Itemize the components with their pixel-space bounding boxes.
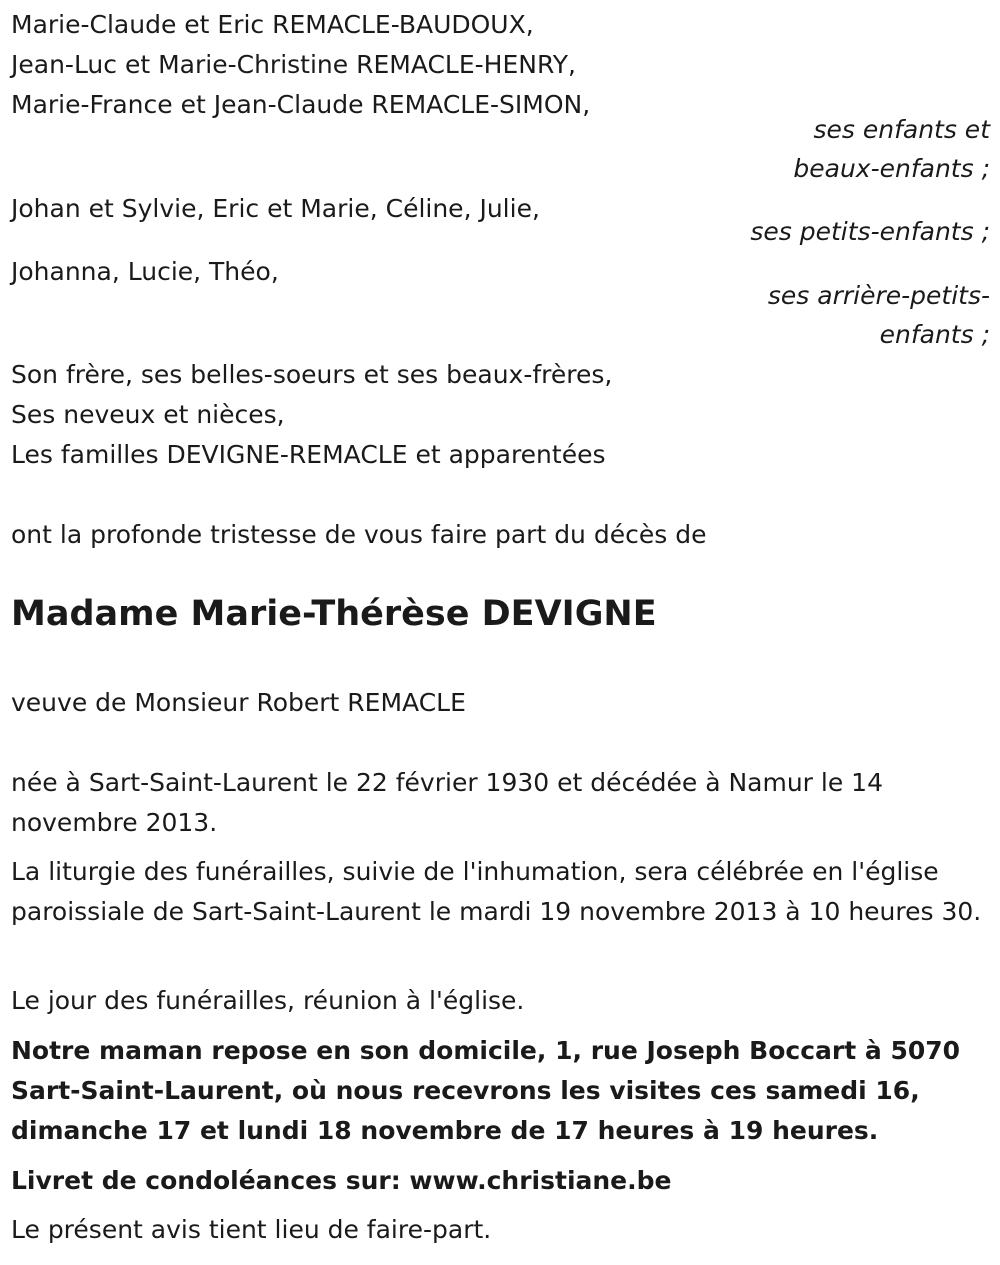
family-line-1: Son frère, ses belles-soeurs et ses beaux-frères, bbox=[11, 360, 613, 389]
visitation-paragraph: Notre maman repose en son domicile, 1, rue Joseph Boccart à 5070 Sart-Saint-Laurent, où nous recevrons les visites ces samedi 16, dimanche 17 et lundi 18 novembre de 17 heures à 19 heures. bbox=[11, 1036, 961, 1145]
meeting-paragraph: Le jour des funérailles, réunion à l'église. bbox=[11, 986, 525, 1015]
great-grandchildren-role-line-1: ses arrière-petits- bbox=[767, 281, 990, 310]
notice-line: Le présent avis tient lieu de faire-part. bbox=[11, 1215, 492, 1244]
great-grandchildren-role-line-2: enfants ; bbox=[879, 320, 990, 349]
condolences-line: Livret de condoléances sur: www.christiane.be bbox=[11, 1166, 672, 1195]
children-line-1: Marie-Claude et Eric REMACLE-BAUDOUX, bbox=[11, 10, 534, 39]
family-line-3: Les familles DEVIGNE-REMACLE et apparentées bbox=[11, 440, 606, 469]
widow-of: veuve de Monsieur Robert REMACLE bbox=[11, 688, 466, 717]
family-line-2: Ses neveux et nièces, bbox=[11, 400, 285, 429]
great-grandchildren-line: Johanna, Lucie, Théo, bbox=[11, 257, 279, 286]
birth-death-paragraph: née à Sart-Saint-Laurent le 22 février 1930 et décédée à Namur le 14 novembre 2013. bbox=[11, 768, 883, 837]
liturgy-paragraph: La liturgie des funérailles, suivie de l'inhumation, sera célébrée en l'église paroissiale de Sart-Saint-Laurent le mardi 19 novembre 2013 à 10 heures 30. bbox=[11, 857, 982, 926]
children-role-line-2: beaux-enfants ; bbox=[793, 154, 990, 183]
children-line-2: Jean-Luc et Marie-Christine REMACLE-HENRY, bbox=[11, 50, 576, 79]
grandchildren-role: ses petits-enfants ; bbox=[750, 217, 990, 246]
announcement: ont la profonde tristesse de vous faire part du décès de bbox=[11, 520, 707, 549]
children-role-line-1: ses enfants et bbox=[813, 115, 990, 144]
children-line-3: Marie-France et Jean-Claude REMACLE-SIMON, bbox=[11, 90, 591, 119]
grandchildren-line: Johan et Sylvie, Eric et Marie, Céline, Julie, bbox=[11, 194, 540, 223]
deceased-name: Madame Marie-Thérèse DEVIGNE bbox=[11, 594, 657, 634]
